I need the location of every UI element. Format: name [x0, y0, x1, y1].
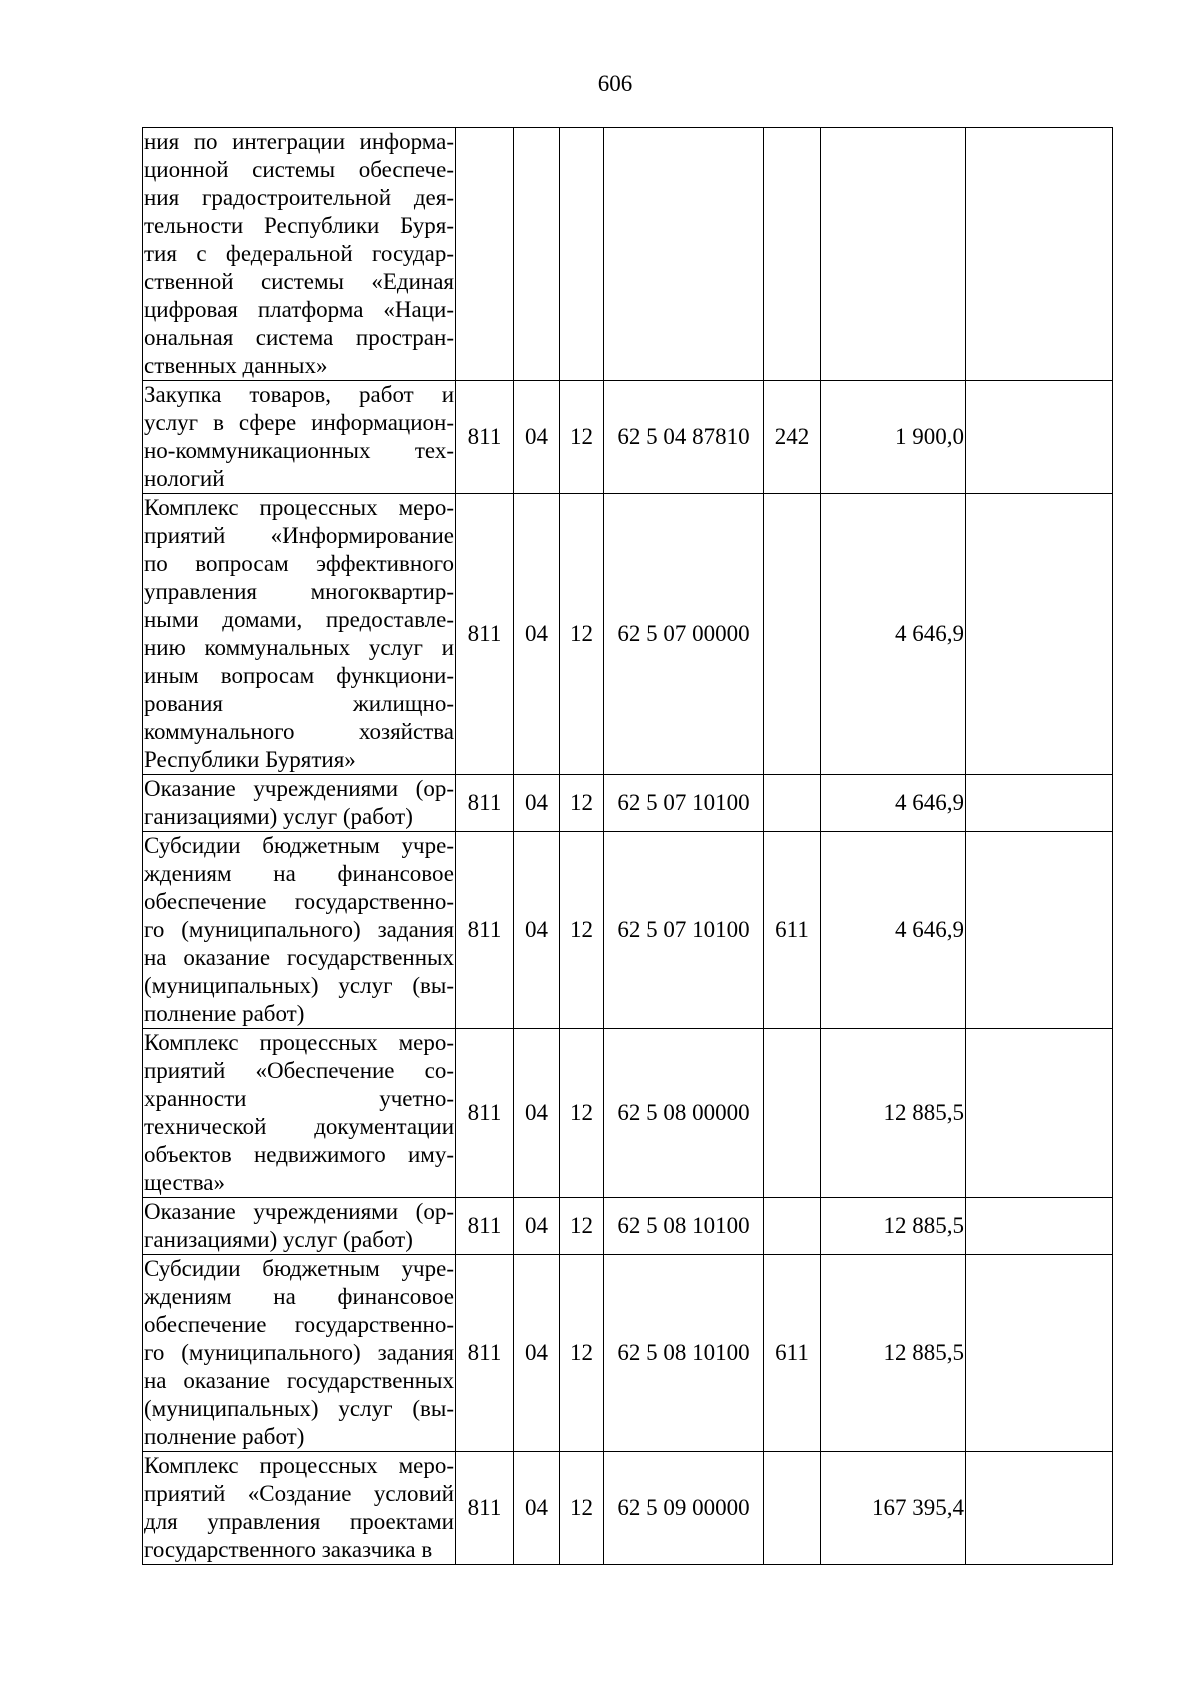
description-line: цифровая платформа «Наци- — [144, 297, 454, 322]
table-row — [143, 381, 1113, 494]
description-line: Оказание учреждениями (ор- — [144, 1199, 454, 1224]
expense-type-cell — [764, 128, 821, 381]
description-line: Республики Бурятия» — [144, 747, 356, 772]
subsection-code-cell: 12 — [560, 1255, 604, 1452]
expense-type-cell — [764, 1029, 821, 1198]
row-description — [143, 1029, 456, 1198]
expense-type-cell — [764, 775, 821, 832]
expense-type-cell — [764, 494, 821, 775]
amount-cell: 1 900,0 — [821, 381, 966, 494]
grbs-code-cell: 811 — [456, 832, 514, 1029]
description-line: на оказание государственных — [144, 945, 454, 970]
grbs-code-cell: 811 — [456, 1198, 514, 1255]
amount-cell: 12 885,5 — [821, 1255, 966, 1452]
amount-cell: 4 646,9 — [821, 494, 966, 775]
grbs-code-cell: 811 — [456, 381, 514, 494]
subsection-code-cell: 12 — [560, 1029, 604, 1198]
table-row — [143, 494, 1113, 775]
description-line: ганизациями) услуг (работ) — [144, 1227, 413, 1252]
amount-cell: 4 646,9 — [821, 832, 966, 1029]
subsection-code-cell: 12 — [560, 494, 604, 775]
target-article-cell: 62 5 07 10100 — [604, 775, 764, 832]
description-line: го (муниципального) задания — [144, 1340, 454, 1365]
subsection-code-cell: 12 — [560, 381, 604, 494]
row-description — [143, 494, 456, 775]
target-article-cell — [604, 128, 764, 381]
row-description — [143, 1452, 456, 1565]
target-article-cell: 62 5 08 10100 — [604, 1255, 764, 1452]
description-line: тельности Республики Буря- — [144, 213, 454, 238]
description-line: полнение работ) — [144, 1424, 305, 1449]
description-line: ственных данных» — [144, 353, 328, 378]
extra-amount-cell — [966, 381, 1113, 494]
description-line: на оказание государственных — [144, 1368, 454, 1393]
subsection-code-cell: 12 — [560, 832, 604, 1029]
table-row — [143, 832, 1113, 1029]
table-row — [143, 775, 1113, 832]
description-line: Оказание учреждениями (ор- — [144, 776, 454, 801]
description-line: обеспечение государственно- — [144, 1312, 454, 1337]
description-line: ными домами, предоставле- — [144, 607, 454, 632]
description-line: щества» — [144, 1170, 226, 1195]
description-line: приятий «Создание условий — [144, 1481, 454, 1506]
target-article-cell: 62 5 04 87810 — [604, 381, 764, 494]
extra-amount-cell — [966, 494, 1113, 775]
expense-type-cell — [764, 1198, 821, 1255]
description-line: но-коммуникационных тех- — [144, 438, 454, 463]
description-line: Субсидии бюджетным учре- — [144, 1256, 454, 1281]
description-line: ждениям на финансовое — [144, 1284, 454, 1309]
grbs-code-cell: 811 — [456, 1029, 514, 1198]
extra-amount-cell — [966, 128, 1113, 381]
extra-amount-cell — [966, 1198, 1113, 1255]
description-line: Комплекс процессных меро- — [144, 495, 454, 520]
description-line: ональная система простран- — [144, 325, 454, 350]
description-line: приятий «Обеспечение со- — [144, 1058, 454, 1083]
grbs-code-cell — [456, 128, 514, 381]
description-line: полнение работ) — [144, 1001, 305, 1026]
description-line: ционной системы обеспече- — [144, 157, 454, 182]
subsection-code-cell: 12 — [560, 1198, 604, 1255]
section-code-cell: 04 — [514, 1452, 560, 1565]
section-code-cell: 04 — [514, 775, 560, 832]
description-line: нию коммунальных услуг и — [144, 635, 454, 660]
description-line: по вопросам эффективного — [144, 551, 454, 576]
description-line: Субсидии бюджетным учре- — [144, 833, 454, 858]
table-row — [143, 128, 1113, 381]
amount-cell: 4 646,9 — [821, 775, 966, 832]
page-number: 606 — [597, 71, 633, 96]
description-line: тия с федеральной государ- — [144, 241, 454, 266]
description-line: услуг в сфере информацион- — [144, 410, 454, 435]
description-line: технической документации — [144, 1114, 454, 1139]
description-line: ганизациями) услуг (работ) — [144, 804, 413, 829]
target-article-cell: 62 5 07 00000 — [604, 494, 764, 775]
row-description — [143, 832, 456, 1029]
section-code-cell — [514, 128, 560, 381]
section-code-cell: 04 — [514, 1198, 560, 1255]
section-code-cell: 04 — [514, 381, 560, 494]
extra-amount-cell — [966, 1255, 1113, 1452]
description-line: ственной системы «Единая — [144, 269, 454, 294]
extra-amount-cell — [966, 775, 1113, 832]
section-code-cell: 04 — [514, 832, 560, 1029]
amount-cell — [821, 128, 966, 381]
table-row — [143, 1029, 1113, 1198]
table-row — [143, 1255, 1113, 1452]
row-description — [143, 1255, 456, 1452]
row-description — [143, 381, 456, 494]
description-line: хранности учетно- — [144, 1086, 454, 1111]
extra-amount-cell — [966, 1029, 1113, 1198]
row-description — [143, 1198, 456, 1255]
description-line: Комплекс процессных меро- — [144, 1453, 454, 1478]
description-line: го (муниципального) задания — [144, 917, 454, 942]
section-code-cell: 04 — [514, 494, 560, 775]
description-line: (муниципальных) услуг (вы- — [144, 973, 454, 998]
expense-type-cell: 242 — [764, 381, 821, 494]
table-row — [143, 1198, 1113, 1255]
description-line: Закупка товаров, работ и — [144, 382, 454, 407]
expense-type-cell: 611 — [764, 832, 821, 1029]
row-description — [143, 775, 456, 832]
row-description — [143, 128, 456, 381]
expense-type-cell: 611 — [764, 1255, 821, 1452]
target-article-cell: 62 5 08 00000 — [604, 1029, 764, 1198]
budget-table — [142, 127, 1113, 1565]
description-line: ния по интеграции информа- — [144, 129, 454, 154]
subsection-code-cell: 12 — [560, 775, 604, 832]
extra-amount-cell — [966, 832, 1113, 1029]
table-body — [143, 128, 1113, 1565]
amount-cell: 12 885,5 — [821, 1198, 966, 1255]
description-line: приятий «Информирование — [144, 523, 454, 548]
description-line: коммунального хозяйства — [144, 719, 454, 744]
description-line: Комплекс процессных меро- — [144, 1030, 454, 1055]
expense-type-cell — [764, 1452, 821, 1565]
section-code-cell: 04 — [514, 1029, 560, 1198]
amount-cell: 12 885,5 — [821, 1029, 966, 1198]
grbs-code-cell: 811 — [456, 1452, 514, 1565]
description-line: обеспечение государственно- — [144, 889, 454, 914]
description-line: управления многоквартир- — [144, 579, 454, 604]
grbs-code-cell: 811 — [456, 1255, 514, 1452]
description-line: ния градостроительной дея- — [144, 185, 454, 210]
extra-amount-cell — [966, 1452, 1113, 1565]
description-line: рования жилищно- — [144, 691, 454, 716]
description-line: ждениям на финансовое — [144, 861, 454, 886]
subsection-code-cell: 12 — [560, 1452, 604, 1565]
description-line: объектов недвижимого иму- — [144, 1142, 454, 1167]
grbs-code-cell: 811 — [456, 494, 514, 775]
section-code-cell: 04 — [514, 1255, 560, 1452]
description-line: нологий — [144, 466, 225, 491]
target-article-cell: 62 5 09 00000 — [604, 1452, 764, 1565]
table-row — [143, 1452, 1113, 1565]
description-line: для управления проектами — [144, 1509, 454, 1534]
grbs-code-cell: 811 — [456, 775, 514, 832]
amount-cell: 167 395,4 — [821, 1452, 966, 1565]
target-article-cell: 62 5 08 10100 — [604, 1198, 764, 1255]
subsection-code-cell — [560, 128, 604, 381]
target-article-cell: 62 5 07 10100 — [604, 832, 764, 1029]
description-line: иным вопросам функциони- — [144, 663, 454, 688]
description-line: (муниципальных) услуг (вы- — [144, 1396, 454, 1421]
description-line: государственного заказчика в — [144, 1537, 433, 1562]
